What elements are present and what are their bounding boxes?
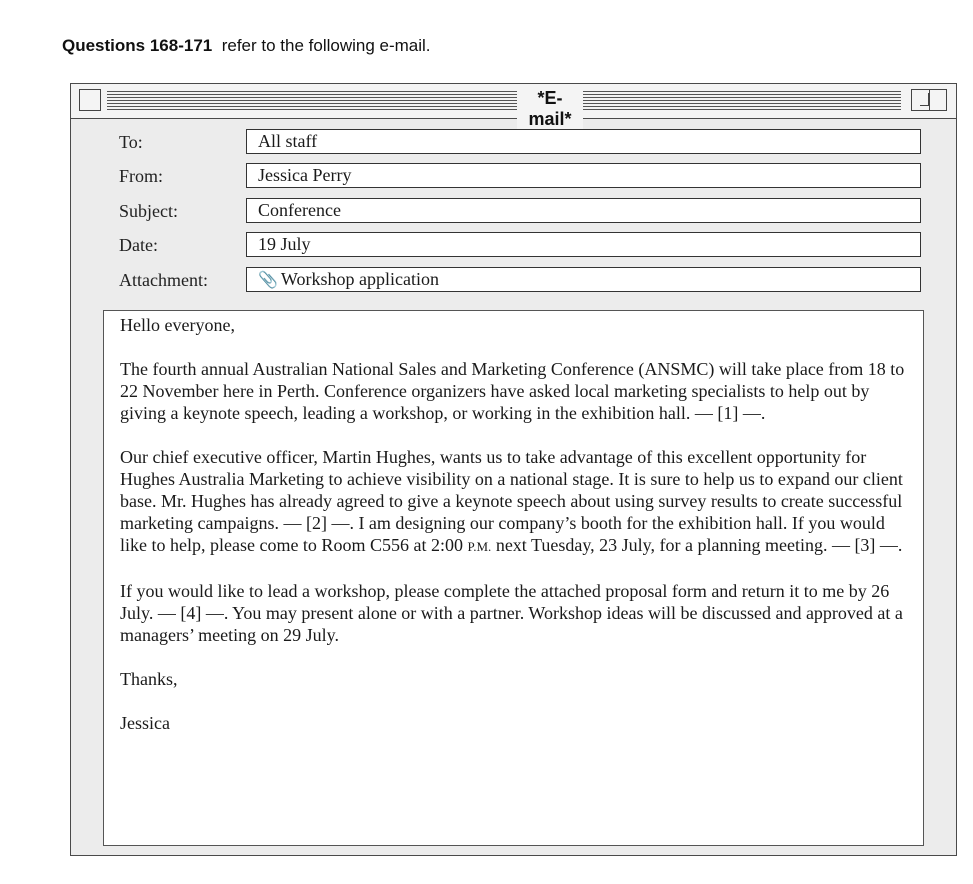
subject-label: Subject: <box>119 201 178 221</box>
question-number: Questions 168-171 <box>62 36 213 55</box>
from-label: From: <box>119 166 164 186</box>
date-field[interactable]: 19 July <box>246 232 921 257</box>
closing: Thanks, <box>120 669 178 689</box>
date-label: Date: <box>119 235 158 255</box>
question-intro <box>62 36 431 56</box>
question-intro-text: refer to the following e-mail. <box>221 36 431 55</box>
window-titlebar <box>71 84 956 129</box>
paragraph-2-text-b: next Tuesday, 23 July, for a planning meeting. — [3] —. <box>495 535 903 555</box>
collapse-box-icon[interactable] <box>929 89 947 111</box>
paragraph-1: The fourth annual Australian National Sales and Marketing Conference (ANSMC) will take place from 18 to 22 November here in Perth. Conference organizers have asked local marketing specialists to help out by giving a keynote speech, leading a workshop, or working in the exhibition hall. — [1] —. <box>120 359 905 423</box>
attachment-label: Attachment: <box>119 270 208 290</box>
paragraph-2-text-a: Our chief executive officer, Martin Hughes, wants us to take advantage of this excellent opportunity for Hughes Australia Marketing to achieve visibility on a national stage. It is sure to help us to expand our client base. Mr. Hughes has already agreed to give a keynote speech about using survey results to create successful marketing campaigns. — [2] —. I am designing our company’s booth for the exhibition hall. If you would like to help, please come to Room C556 at 2:00 <box>120 447 903 555</box>
greeting: Hello everyone, <box>120 315 235 335</box>
window-title: *E-mail* <box>517 88 583 130</box>
pm-text: P.M. <box>467 539 492 554</box>
paragraph-2 <box>120 446 909 558</box>
email-body <box>103 310 924 846</box>
to-label: To: <box>119 132 143 152</box>
from-field[interactable]: Jessica Perry <box>246 163 921 188</box>
signature: Jessica <box>120 713 170 733</box>
subject-field[interactable]: Conference <box>246 198 921 223</box>
email-window <box>70 83 957 856</box>
paragraph-3: If you would like to lead a workshop, please complete the attached proposal form and return it to me by 26 July. — [4] —. You may present alone or with a partner. Workshop ideas will be discussed and approved at a managers’ meeting on 29 July. <box>120 581 903 645</box>
attachment-filename[interactable]: Workshop application <box>280 269 439 289</box>
titlebar-stripes-right <box>583 91 901 111</box>
paperclip-icon: 📎 <box>258 270 278 289</box>
to-field[interactable]: All staff <box>246 129 921 154</box>
titlebar-stripes-left <box>107 91 517 111</box>
close-box-icon[interactable] <box>79 89 101 111</box>
attachment-field[interactable] <box>246 267 921 292</box>
